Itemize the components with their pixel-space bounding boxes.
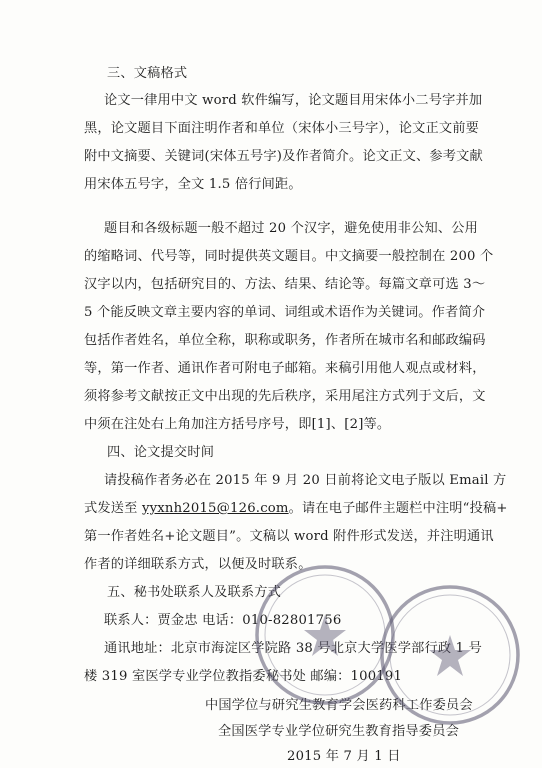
para2-line-4: 5 个能反映文章主要内容的单词、词组或术语作为关键词。作者简介: [84, 305, 486, 320]
para2-line-5: 包括作者姓名，单位全称，职称或职务，作者所在城市名和邮政编码: [84, 333, 486, 348]
section-5-title: 五、秘书处联系人及联系方式: [107, 585, 282, 600]
para2-line-8: 中须在注处右上角加注方括号序号，即[1]、[2]等。: [84, 417, 391, 432]
section4-line-2-post: 。请在电子邮件主题栏中注明“投稿+: [288, 501, 508, 516]
signature-date: 2015 年 7 月 1 日: [287, 749, 401, 764]
signature-org-1: 中国学位与研究生教育学会医药科工作委员会: [205, 698, 473, 713]
contact-line: 联系人：贾金忠 电话：010-82801756: [104, 613, 342, 628]
official-seal-2: [375, 580, 525, 730]
section4-line-1: 请投稿作者务必在 2015 年 9 月 20 日前将论文电子版以 Email 方: [104, 473, 507, 488]
section4-line-4: 作者的详细联系方式，以便及时联系。: [84, 557, 312, 572]
email-link[interactable]: yyxnh2015@126.com: [141, 501, 289, 516]
para1-line-2: 黑，论文题目下面注明作者和单位（宋体小三号字），论文正文前要: [84, 121, 480, 136]
section-3-title: 三、文稿格式: [107, 66, 188, 81]
section4-line-2: [84, 497, 508, 516]
address-line-1: 通讯地址：北京市海淀区学院路 38 号北京大学医学部行政 1 号: [104, 641, 483, 656]
para2-line-7: 须将参考文献按正文中出现的先后秩序，采用尾注方式列于文后，文: [84, 389, 486, 404]
para2-line-1: 题目和各级标题一般不超过 20 个汉字，避免使用非公知、公用: [104, 221, 479, 236]
para2-line-6: 等，第一作者、通讯作者可附电子邮箱。来稿引用他人观点或材料，: [84, 361, 486, 376]
para1-line-3: 附中文摘要、关键词(宋体五号字)及作者简介。论文正文、参考文献: [84, 149, 483, 164]
section4-line-2-pre: 式发送至: [84, 501, 142, 516]
para1-line-4: 用宋体五号字，全文 1.5 倍行间距。: [84, 177, 302, 192]
section-4-title: 四、论文提交时间: [107, 445, 215, 460]
para2-line-2: 的缩略词、代号等，同时提供英文题目。中文摘要一般控制在 200 个: [84, 249, 494, 264]
address-line-2: 楼 319 室医学专业学位教指委秘书处 邮编：100191: [84, 669, 403, 684]
para1-line-1: 论文一律用中文 word 软件编写，论文题目用宋体小二号字并加: [104, 93, 483, 108]
para2-line-3: 汉字以内，包括研究目的、方法、结果、结论等。每篇文章可选 3～: [84, 277, 486, 292]
section4-line-3: 第一作者姓名+论文题目”。文稿以 word 附件形式发送，并注明通讯: [84, 529, 494, 544]
signature-org-2: 全国医学专业学位研究生教育指导委员会: [218, 724, 459, 739]
